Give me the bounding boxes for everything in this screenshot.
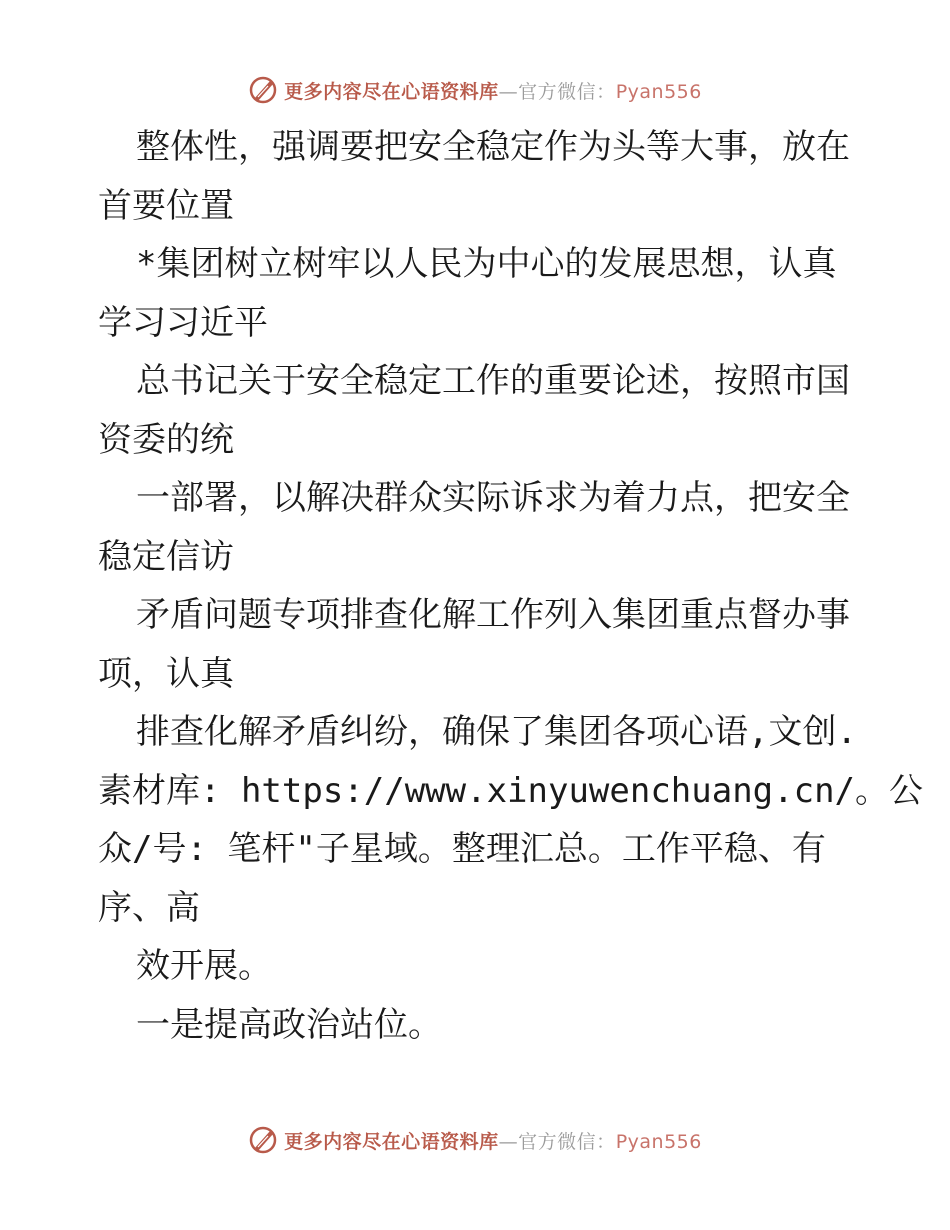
text-line: 项，认真	[98, 653, 234, 694]
footer-banner	[0, 1120, 950, 1160]
banner-wechat-label: 官方微信：	[518, 80, 616, 103]
banner-text	[284, 77, 702, 104]
header-banner	[0, 70, 950, 110]
text-line: 效开展。	[136, 946, 272, 986]
text-line: 整体性，强调要把安全稳定作为头等大事，放在	[136, 127, 850, 167]
text-line: *集团树立树牢以人民为中心的发展思想，认真	[136, 244, 837, 284]
text-line: 素材库: https://www.xinyuwenchuang.cn/。公	[98, 770, 924, 811]
banner-text	[284, 1127, 702, 1154]
text-line: 学习习近平	[98, 302, 268, 343]
quill-logo-icon	[248, 1125, 278, 1155]
text-line: 一是提高政治站位。	[136, 1004, 442, 1045]
text-line: 稳定信访	[98, 536, 234, 577]
text-line: 首要位置	[98, 185, 234, 226]
banner-wechat-id: Pyan556	[615, 80, 702, 103]
banner-wechat-id: Pyan556	[615, 1130, 702, 1153]
banner-dash: —	[498, 80, 519, 103]
document-body	[98, 118, 924, 1054]
text-line: 资委的统	[98, 419, 234, 460]
banner-main-text: 更多内容尽在心语资料库	[284, 1130, 499, 1153]
banner-wechat-label: 官方微信：	[518, 1130, 616, 1153]
banner-dash: —	[498, 1130, 519, 1153]
text-line: 矛盾问题专项排查化解工作列入集团重点督办事	[136, 595, 850, 635]
text-line: 排查化解矛盾纠纷，确保了集团各项心语,文创.	[136, 712, 857, 752]
text-line: 一部署，以解决群众实际诉求为着力点，把安全	[136, 478, 850, 518]
quill-logo-icon	[248, 75, 278, 105]
text-line: 序、高	[98, 887, 200, 928]
text-line: 众/号: 笔杆"子星域。整理汇总。工作平稳、有	[98, 829, 826, 869]
text-line: 总书记关于安全稳定工作的重要论述，按照市国	[136, 361, 850, 401]
banner-main-text: 更多内容尽在心语资料库	[284, 80, 499, 103]
